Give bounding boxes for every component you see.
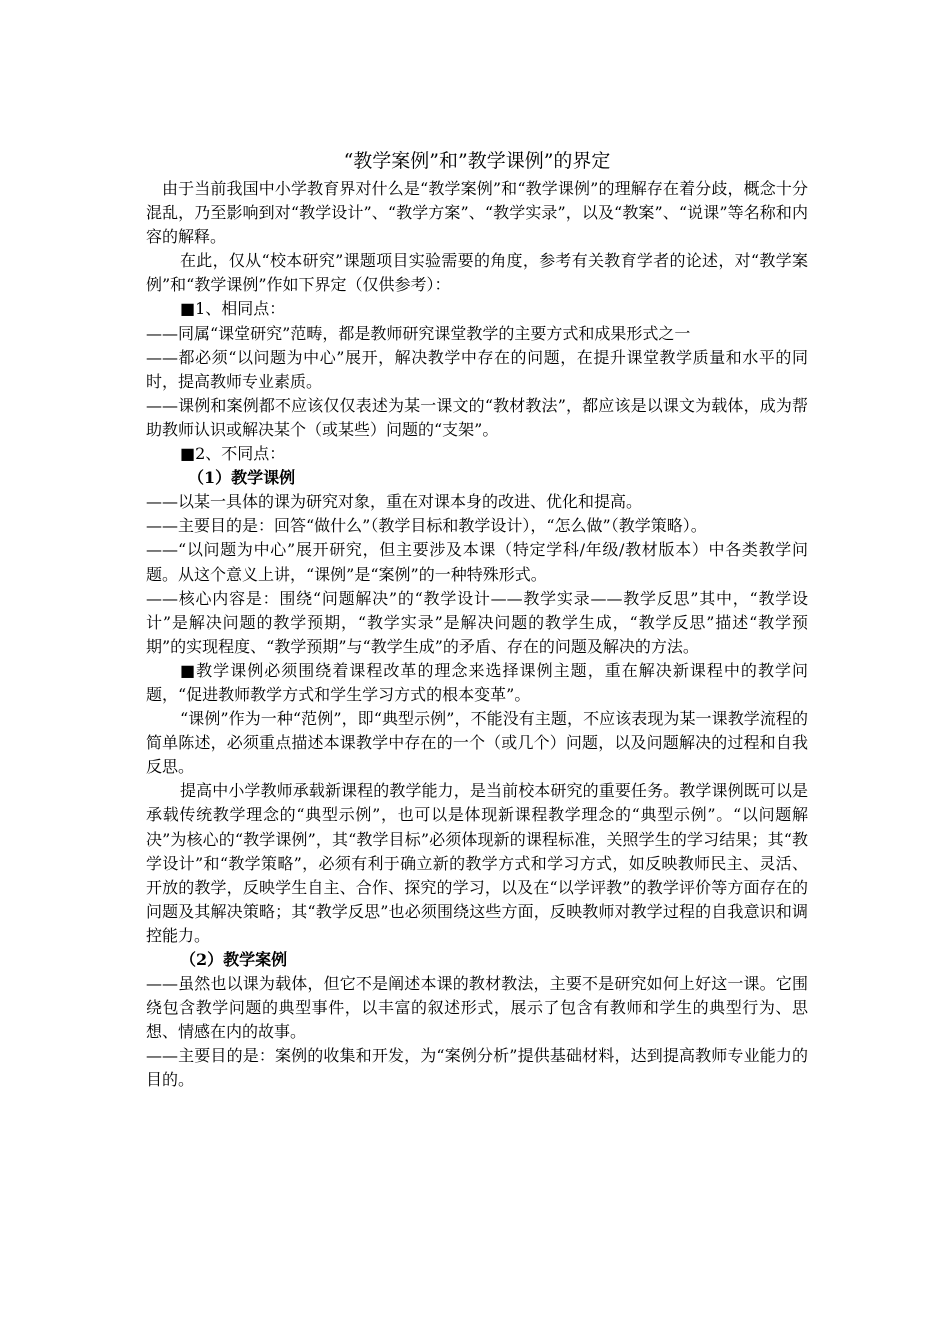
document-page [146,146,808,1093]
lesson-example-item: ——主要目的是：回答“做什么”（教学目标和教学设计），“怎么做”（教学策略）。 [146,516,707,536]
lesson-example-note: ■教学课例必须围绕着课程改革的理念来选择课例主题，重在解决新课程中的教学问题，“促进教师教学方式和学生学习方式的根本变革”。 [146,660,808,704]
lesson-example-paragraph: 提高中小学教师承载新课程的教学能力，是当前校本研究的重要任务。教学课例既可以是承载传统教学理念的“典型示例”，也可以是体现新课程教学理念的“典型示例”。“以问题解决”为核心的“教学课例”，其“教学目标”必须体现新的课程标准，关照学生的学习结果；其“教学设计”和“教学策略”，必须有利于确立新的教学方式和学习方式，如反映教师民主、灵活、开放的教学，反映学生自主、合作、探究的学习，以及在“以学评教”的教学评价等方面存在的问题及其解决策略；其“教学反思”也必须围绕这些方面，反映教师对教学过程的自我意识和调控能力。 [146,781,808,945]
section-differences-heading: ■2、不同点： [180,444,286,464]
teaching-case-item: ——虽然也以课为载体，但它不是阐述本课的教材教法，主要不是研究如何上好这一课。它围绕包含教学问题的典型事件，以丰富的叙述形式，展示了包含有教师和学生的典型行为、思想、情感在内的故事。 [146,974,808,1042]
similarity-item: ——都必须“以问题为中心”展开，解决教学中存在的问题，在提升课堂教学质量和水平的同时，提高教师专业素质。 [146,347,808,391]
teaching-case-item: ——主要目的是：案例的收集和开发，为“案例分析”提供基础材料，达到提高教师专业能力的目的。 [146,1046,808,1090]
document-title: “教学案例”和”教学课例”的界定 [343,150,611,172]
subsection-heading-lesson-example: （1）教学课例 [188,468,296,488]
subsection-heading-teaching-case: （2）教学案例 [180,950,288,969]
lesson-example-item: ——以某一具体的课为研究对象，重在对课本身的改进、优化和提高。 [146,492,643,512]
lesson-example-paragraph: “课例”作为一种“范例”，即“典型示例”，不能没有主题，不应该表现为某一课教学流程的简单陈述，必须重点描述本课教学中存在的一个（或几个）问题，以及问题解决的过程和自我反思。 [146,709,808,777]
similarity-item: ——同属“课堂研究”范畴，都是教师研究课堂教学的主要方式和成果形式之一 [146,323,691,343]
similarity-item: ——课例和案例都不应该仅仅表述为某一课文的“教材教法”，都应该是以课文为载体，成为帮助教师认识或解决某个（或某些）问题的“支架”。 [146,395,808,439]
intro-paragraph: 由于当前我国中小学教育界对什么是“教学案例”和“教学课例”的理解存在着分歧，概念十分混乱，乃至影响到对“教学设计”、“教学方案”、“教学实录”，以及“教案”、“说课”等名称和内容的解释。 [146,179,808,247]
scope-paragraph: 在此，仅从“校本研究”课题项目实验需要的角度，参考有关教育学者的论述，对“教学案例”和“教学课例”作如下界定（仅供参考）： [146,251,808,295]
lesson-example-item: ——核心内容是：围绕“问题解决”的“教学设计——教学实录——教学反思”其中，“教学设计”是解决问题的教学预期，“教学实录”是解决问题的教学生成，“教学反思”描述“教学预期”的实现程度、“教学预期”与“教学生成”的矛盾、存在的问题及解决的方法。 [146,588,808,656]
section-similarities-heading: ■1、相同点： [180,299,286,319]
lesson-example-item: ——“以问题为中心”展开研究，但主要涉及本课（特定学科/年级/教材版本）中各类教学问题。从这个意义上讲，“课例”是“案例”的一种特殊形式。 [146,540,808,584]
